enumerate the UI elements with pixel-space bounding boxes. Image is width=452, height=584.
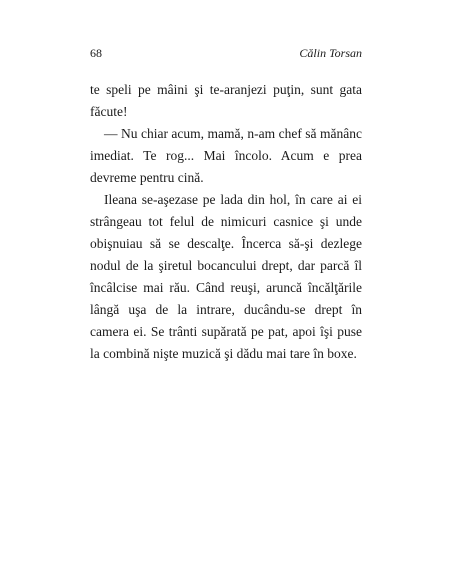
paragraph-continuation: te speli pe mâini şi te-aranjezi puţin, sunt gata făcute! [90, 82, 362, 119]
running-head [90, 46, 362, 62]
running-head-author: Călin Torsan [299, 46, 362, 60]
paragraph-dialogue: — Nu chiar acum, mamă, n-am chef să mănânc imediat. Te rog... Mai încolo. Acum e prea devreme pentru cină. [90, 126, 362, 185]
page-number: 68 [90, 46, 102, 60]
body-text [90, 79, 362, 365]
paragraph-narration: Ileana se-aşezase pe lada din hol, în care ai ei strângeau tot felul de nimicuri casnice şi unde obişnuiau să se descalţe. Încerca să-şi dezlege nodul de la şiretul bocancului drept, dar parcă îl încâlcise mai rău. Când reuşi, aruncă încălţările lângă uşa de la intrare, ducându-se drept în camera ei. Se trânti supărată pe pat, apoi îşi puse la combină nişte muzică şi dădu mai tare în boxe. [90, 192, 362, 361]
